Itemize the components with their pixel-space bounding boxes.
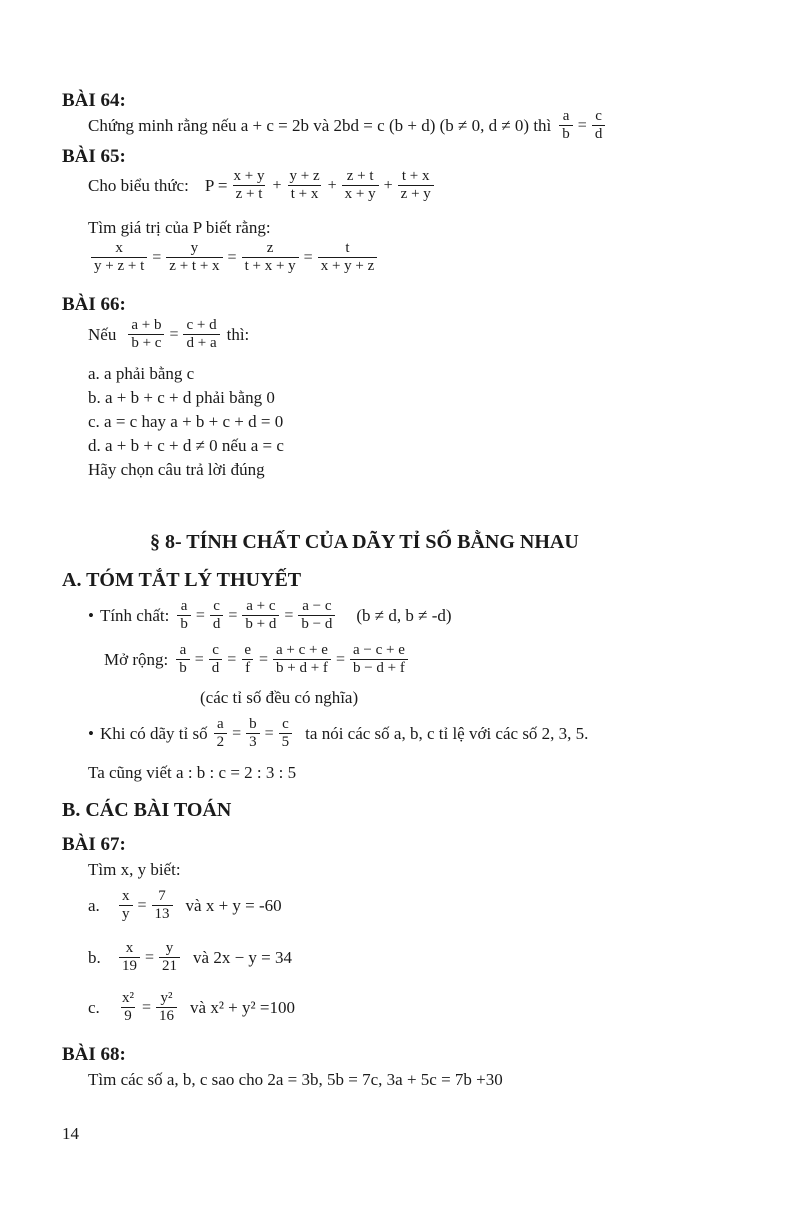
part-label: c. <box>88 997 100 1017</box>
denominator: t + x <box>288 185 322 203</box>
plus-sign: + <box>383 176 393 194</box>
denominator: z + t + x <box>166 257 222 275</box>
denominator: b + d + f <box>273 659 331 677</box>
numerator: c + d <box>186 317 217 333</box>
numerator: a <box>179 642 187 658</box>
denominator: b <box>176 659 190 677</box>
ratio-frac <box>279 716 293 752</box>
extension-label: Mở rộng: <box>104 649 169 669</box>
bai67-frac <box>119 940 140 976</box>
numerator: a − c + e <box>352 642 405 658</box>
bai68-title: BÀI 68: <box>62 1044 126 1065</box>
bai64-frac-right <box>592 108 606 144</box>
denominator: f <box>242 659 253 677</box>
numerator: y <box>190 240 199 256</box>
ext-frac <box>209 642 223 678</box>
prop-frac <box>242 598 279 634</box>
bai67-frac <box>119 888 133 924</box>
equals-sign: = <box>232 724 242 742</box>
ext-frac <box>241 642 254 678</box>
numerator: b <box>249 716 257 732</box>
plus-sign: + <box>272 176 282 194</box>
ratio-intro: Khi có dãy tỉ số <box>99 723 208 743</box>
numerator: a − c <box>302 598 332 614</box>
numerator: x + y <box>233 168 265 184</box>
numerator: a <box>217 716 224 732</box>
numerator: c <box>212 642 219 658</box>
bai67-part-b <box>88 940 292 976</box>
numerator: z <box>266 240 274 256</box>
bai66-then: thì: <box>226 324 250 344</box>
bai65-cond-term <box>91 240 147 276</box>
numerator: a + c + e <box>276 642 328 658</box>
bai67-find: Tìm x, y biết: <box>88 860 181 879</box>
denominator: 2 <box>214 733 228 751</box>
bai65-cond-term <box>242 240 299 276</box>
bai66-option: c. a = c hay a + b + c + d = 0 <box>88 412 284 431</box>
equals-sign: = <box>145 948 155 966</box>
denominator: z + y <box>398 185 434 203</box>
bai67-part-c <box>88 990 295 1026</box>
numerator: a + b <box>131 317 162 333</box>
property-condition: (b ≠ d, b ≠ -d) <box>356 605 452 625</box>
bai67-frac <box>119 990 137 1026</box>
p-label: P = <box>204 175 228 195</box>
equals-sign: = <box>194 650 204 668</box>
ratio-notation: Ta cũng viết a : b : c = 2 : 3 : 5 <box>88 763 297 782</box>
extension-line <box>104 642 411 678</box>
bai65-term <box>342 168 379 204</box>
bai64-statement <box>88 108 608 144</box>
equals-sign: = <box>284 606 294 624</box>
denominator: d + a <box>183 334 219 352</box>
part-label: a. <box>88 895 100 915</box>
bai66-if: Nếu <box>88 324 117 344</box>
denominator: b <box>177 615 191 633</box>
plus-sign: + <box>327 176 337 194</box>
bai67-frac <box>156 990 177 1026</box>
bai65-expr-label: Cho biểu thức: <box>88 175 189 195</box>
numerator: c <box>213 598 220 614</box>
condition-text: và x + y = -60 <box>185 895 282 915</box>
numerator: t + x <box>401 168 430 184</box>
prop-frac <box>177 598 191 634</box>
numerator: x <box>115 240 123 256</box>
equals-sign: = <box>335 650 345 668</box>
part-a-title: A. TÓM TẮT LÝ THUYẾT <box>62 569 302 591</box>
equals-sign: = <box>227 650 237 668</box>
equals-sign: = <box>142 998 152 1016</box>
bai65-term <box>231 168 268 204</box>
bai67-frac <box>152 888 173 924</box>
bai67-part-a <box>88 888 282 924</box>
equals-sign: = <box>264 724 274 742</box>
numerator: z + t <box>346 168 374 184</box>
ratio-line <box>88 716 588 752</box>
equals-sign: = <box>258 650 269 668</box>
property-line <box>88 598 452 634</box>
bullet: • <box>88 605 94 625</box>
bai65-condition <box>88 240 380 276</box>
denominator: 9 <box>121 1007 135 1025</box>
bai66-title: BÀI 66: <box>62 294 126 315</box>
bai65-cond-term <box>318 240 378 276</box>
numerator: x <box>125 940 134 956</box>
denominator: b − d <box>298 615 335 633</box>
equals-sign: = <box>228 606 238 624</box>
numerator: t <box>345 240 350 256</box>
numerator: a + c <box>246 598 276 614</box>
bai68-text: Tìm các số a, b, c sao cho 2a = 3b, 5b = 7c, 3a + 5c = 7b +30 <box>88 1070 503 1089</box>
denominator: b + c <box>128 334 164 352</box>
denominator: 21 <box>159 957 180 975</box>
bai66-frac-right <box>183 317 219 353</box>
equals-sign: = <box>577 116 587 134</box>
denominator: y <box>119 905 133 923</box>
denominator: d <box>592 125 606 143</box>
bai64-text: Chứng minh rằng nếu a + c = 2b và 2bd = c (b + d) (b ≠ 0, d ≠ 0) thì <box>88 115 552 135</box>
numerator: e <box>244 642 251 658</box>
bai65-find-text: Tìm giá trị của P biết rằng: <box>88 218 271 237</box>
bai66-frac-left <box>128 317 164 353</box>
denominator: 16 <box>156 1007 177 1025</box>
bai65-cond-term <box>166 240 222 276</box>
prop-frac <box>298 598 335 634</box>
bai66-option: b. a + b + c + d phải bằng 0 <box>88 388 275 407</box>
denominator: t + x + y <box>242 257 299 275</box>
bai67-frac <box>159 940 180 976</box>
bai65-expression <box>88 168 437 204</box>
condition-text: và 2x − y = 34 <box>193 947 293 967</box>
part-label: b. <box>88 947 101 967</box>
denominator: d <box>210 615 224 633</box>
bullet: • <box>88 723 94 743</box>
bai65-term <box>398 168 434 204</box>
numerator: x <box>122 888 130 904</box>
extension-note: (các tỉ số đều có nghĩa) <box>200 688 359 707</box>
denominator: y + z + t <box>91 257 147 275</box>
denominator: b − d + f <box>350 659 408 677</box>
numerator: y <box>165 940 174 956</box>
equals-sign: = <box>303 248 313 266</box>
property-label: Tính chất: <box>99 605 170 625</box>
denominator: d <box>209 659 223 677</box>
condition-text: và x² + y² =100 <box>190 997 295 1017</box>
equals-sign: = <box>227 248 237 266</box>
bai66-option: a. a phải bằng c <box>88 364 195 383</box>
ratio-explanation: ta nói các số a, b, c tỉ lệ với các số 2, 3, 5. <box>305 723 589 743</box>
numerator: 7 <box>158 888 166 904</box>
part-b-title: B. CÁC BÀI TOÁN <box>62 799 232 821</box>
equals-sign: = <box>169 325 179 343</box>
equals-sign: = <box>152 248 162 266</box>
bai66-choose: Hãy chọn câu trả lời đúng <box>88 460 265 479</box>
bai65-term <box>287 168 323 204</box>
numerator: a <box>562 108 570 124</box>
bai66-statement <box>88 317 249 353</box>
prop-frac <box>210 598 224 634</box>
denominator: z + t <box>233 185 266 203</box>
ext-frac <box>176 642 190 678</box>
equals-sign: = <box>195 606 205 624</box>
ext-frac <box>350 642 408 678</box>
denominator: b + d <box>242 615 279 633</box>
bai64-frac-left <box>559 108 573 144</box>
page-number: 14 <box>62 1124 79 1143</box>
bai66-option: d. a + b + c + d ≠ 0 nếu a = c <box>88 436 284 455</box>
denominator: 19 <box>119 957 140 975</box>
denominator: 5 <box>279 733 293 751</box>
bai67-title: BÀI 67: <box>62 834 126 855</box>
numerator: a <box>180 598 188 614</box>
numerator: c <box>595 108 602 124</box>
numerator: c <box>282 716 289 732</box>
denominator: 13 <box>152 905 173 923</box>
denominator: 3 <box>246 733 260 751</box>
denominator: b <box>559 125 573 143</box>
denominator: x + y <box>342 185 379 203</box>
bai65-title: BÀI 65: <box>62 146 126 167</box>
denominator: x + y + z <box>318 257 378 275</box>
numerator: x² <box>122 990 134 1006</box>
ratio-frac <box>214 716 228 752</box>
equals-sign: = <box>137 896 147 914</box>
numerator: y² <box>160 990 173 1006</box>
bai64-title: BÀI 64: <box>62 90 126 111</box>
section-title: § 8- TÍNH CHẤT CỦA DÃY TỈ SỐ BẰNG NHAU <box>150 531 579 553</box>
ext-frac <box>273 642 331 678</box>
ratio-frac <box>246 716 260 752</box>
numerator: y + z <box>289 168 320 184</box>
